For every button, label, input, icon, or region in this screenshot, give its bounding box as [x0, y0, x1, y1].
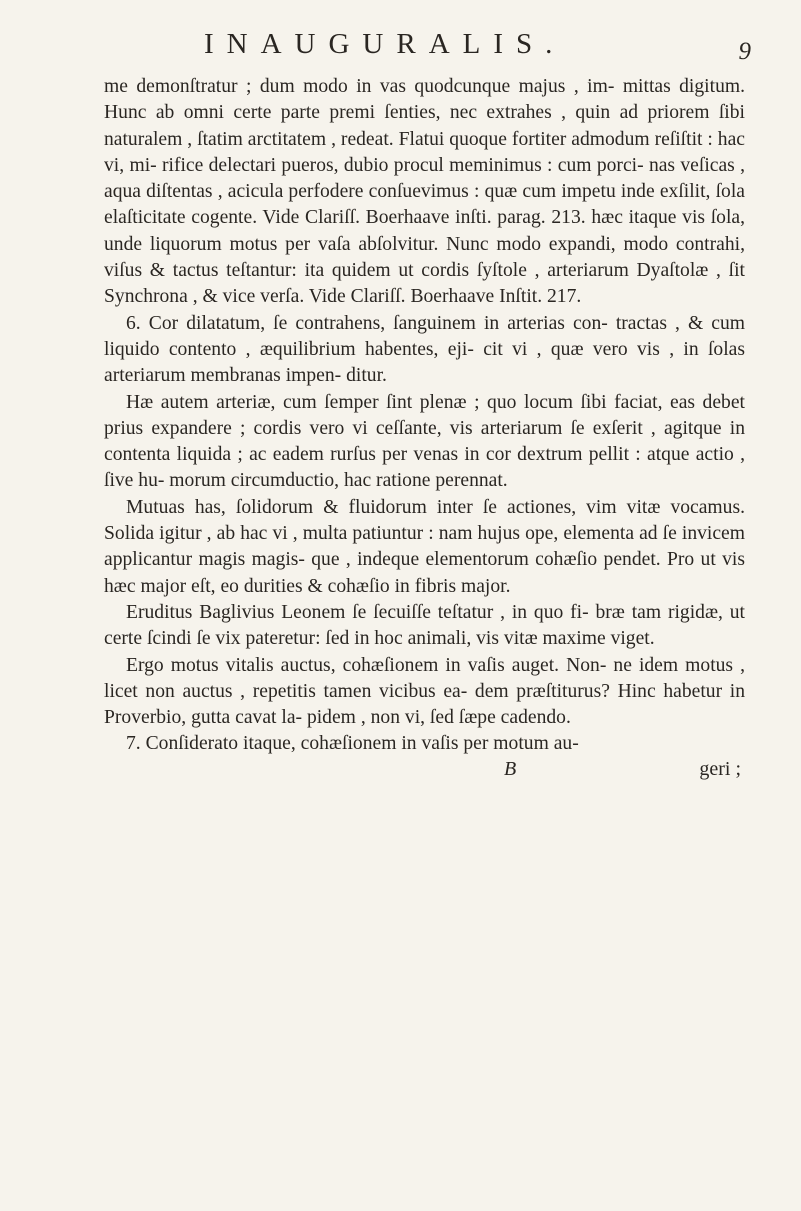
running-head: [104, 28, 751, 74]
paragraph-3: Hæ autem arteriæ, cum ſemper ſint plenæ ; quo locum ſibi faciat, eas debet prius expandere ; cordis vero vi ceſſante, vis arteriarum ſe exſerit , agitque in contenta liquida ; ac eadem rurſus per venas in cor dextrum pellit : atque actio , ſive hu- morum circumductio, hac ratione perennat.: [104, 391, 745, 492]
signature-mark: B: [504, 757, 517, 780]
page-number: 9: [738, 38, 751, 65]
catchword: geri ;: [699, 757, 741, 780]
body-text: [104, 74, 745, 758]
paragraph-6: Ergo motus vitalis auctus, cohæſionem in vaſis auget. Non- ne idem motus , licet non auctus , repetitis tamen vicibus ea- dem præſtiturus? Hinc habetur in Proverbio, gutta cavat la- pidem , non vi, ſed ſæpe cadendo.: [104, 654, 745, 729]
page-footer: [104, 758, 745, 788]
paragraph-1: me demonſtratur ; dum modo in vas quodcunque majus , im- mittas digitum. Hunc ab omni certe parte premi ſenties, nec extrahes , quin ad priorem ſibi naturalem , ſtatim arctitatem , redeat. Flatui quoque fortiter admodum reſiſtit : hac vi, mi- rifice delectari pueros, dubio procul meminimus : cum porci- nas veſicas , aqua diſtentas , acicula perfodere conſuevimus : quæ cum impetu inde exſilit, ſola elaſticitate cogente. Vide Clariſſ. Boerhaave inſti. parag. 213. hæc itaque vis ſola, unde liquorum motus per vaſa abſolvitur. Nunc modo expandi, modo contrahi, viſus & tactus teſtantur: ita quidem ut cordis ſyſtole , arteriarum Dyaſtolæ , ſit Synchrona , & vice verſa. Vide Clariſſ. Boerhaave Inſtit. 217.: [104, 76, 745, 308]
running-title: INAUGURALIS.: [204, 28, 566, 60]
paragraph-4: Mutuas has, ſolidorum & fluidorum inter ſe actiones, vim vitæ vocamus. Solida igitur , ab hac vi , multa patiuntur : nam hujus ope, elementa ad ſe invicem applicantur magis magis- que , indeque elementorum cohæſio pendet. Pro ut vis hæc major eſt, eo durities & cohæſio in fibris major.: [104, 496, 745, 597]
paragraph-7: 7. Conſiderato itaque, cohæſionem in vaſis per motum au-: [126, 733, 579, 755]
paragraph-5: Eruditus Baglivius Leonem ſe ſecuiſſe teſtatur , in quo fi- bræ tam rigidæ, ut certe ſcindi ſe vix pateretur: ſed in hoc animali, vis vitæ maxime viget.: [104, 601, 745, 650]
paragraph-2: 6. Cor dilatatum, ſe contrahens, ſanguinem in arterias con- tractas , & cum liquido contento , æquilibrium habentes, eji- cit vi , quæ vero vis , in ſolas arteriarum membranas impen- ditur.: [104, 312, 745, 387]
